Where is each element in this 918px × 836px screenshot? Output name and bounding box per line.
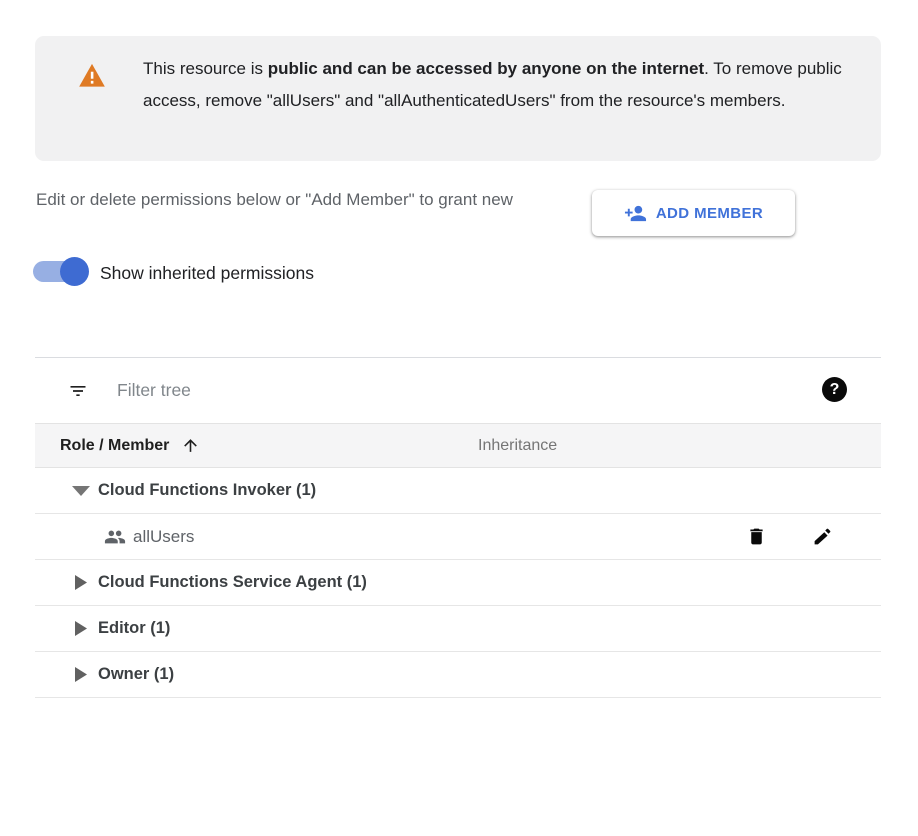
expand-arrow-icon[interactable] bbox=[69, 571, 93, 595]
expand-arrow-icon[interactable] bbox=[69, 617, 93, 641]
edit-icon[interactable] bbox=[811, 525, 833, 549]
role-row-owner[interactable] bbox=[35, 652, 881, 698]
sort-ascending-icon[interactable] bbox=[181, 436, 200, 455]
add-member-label: ADD MEMBER bbox=[655, 204, 764, 222]
filter-tree-input[interactable] bbox=[115, 379, 881, 402]
expand-arrow-icon[interactable] bbox=[69, 663, 93, 687]
group-icon bbox=[104, 526, 126, 548]
filter-bar bbox=[35, 358, 881, 423]
member-row-actions bbox=[745, 525, 833, 549]
public-warning-banner bbox=[35, 36, 881, 161]
column-inheritance[interactable]: Inheritance bbox=[478, 436, 558, 454]
table-header bbox=[35, 423, 881, 468]
role-label: Owner (1) bbox=[98, 665, 175, 683]
toggle-label: Show inherited permissions bbox=[100, 263, 314, 283]
filter-list-icon bbox=[68, 381, 88, 401]
member-label: allUsers bbox=[133, 526, 195, 546]
collapse-arrow-icon[interactable] bbox=[69, 479, 93, 503]
warning-icon bbox=[78, 62, 106, 88]
role-label: Editor (1) bbox=[98, 619, 171, 637]
delete-icon[interactable] bbox=[745, 525, 767, 549]
add-member-button[interactable] bbox=[592, 190, 795, 236]
toggle-knob bbox=[60, 257, 89, 286]
role-row-editor[interactable] bbox=[35, 606, 881, 652]
role-row-cloud-functions-invoker[interactable] bbox=[35, 468, 881, 514]
permissions-hint: Edit or delete permissions below or "Add Member" to grant new bbox=[36, 190, 513, 209]
permissions-table bbox=[35, 357, 881, 698]
role-row-cloud-functions-service-agent[interactable] bbox=[35, 560, 881, 606]
help-icon[interactable]: ? bbox=[822, 377, 847, 402]
role-label: Cloud Functions Invoker (1) bbox=[98, 481, 317, 499]
role-label: Cloud Functions Service Agent (1) bbox=[98, 573, 367, 591]
member-row-allusers[interactable] bbox=[35, 514, 881, 560]
warning-text: This resource is public and can be accessed by anyone on the internet. To remove public access, remove "allUsers" and "allAuthenticatedUsers" from the resource's members. bbox=[143, 59, 842, 110]
person-add-icon bbox=[624, 202, 647, 225]
column-role-member[interactable]: Role / Member bbox=[60, 436, 170, 454]
show-inherited-toggle[interactable] bbox=[33, 255, 89, 288]
